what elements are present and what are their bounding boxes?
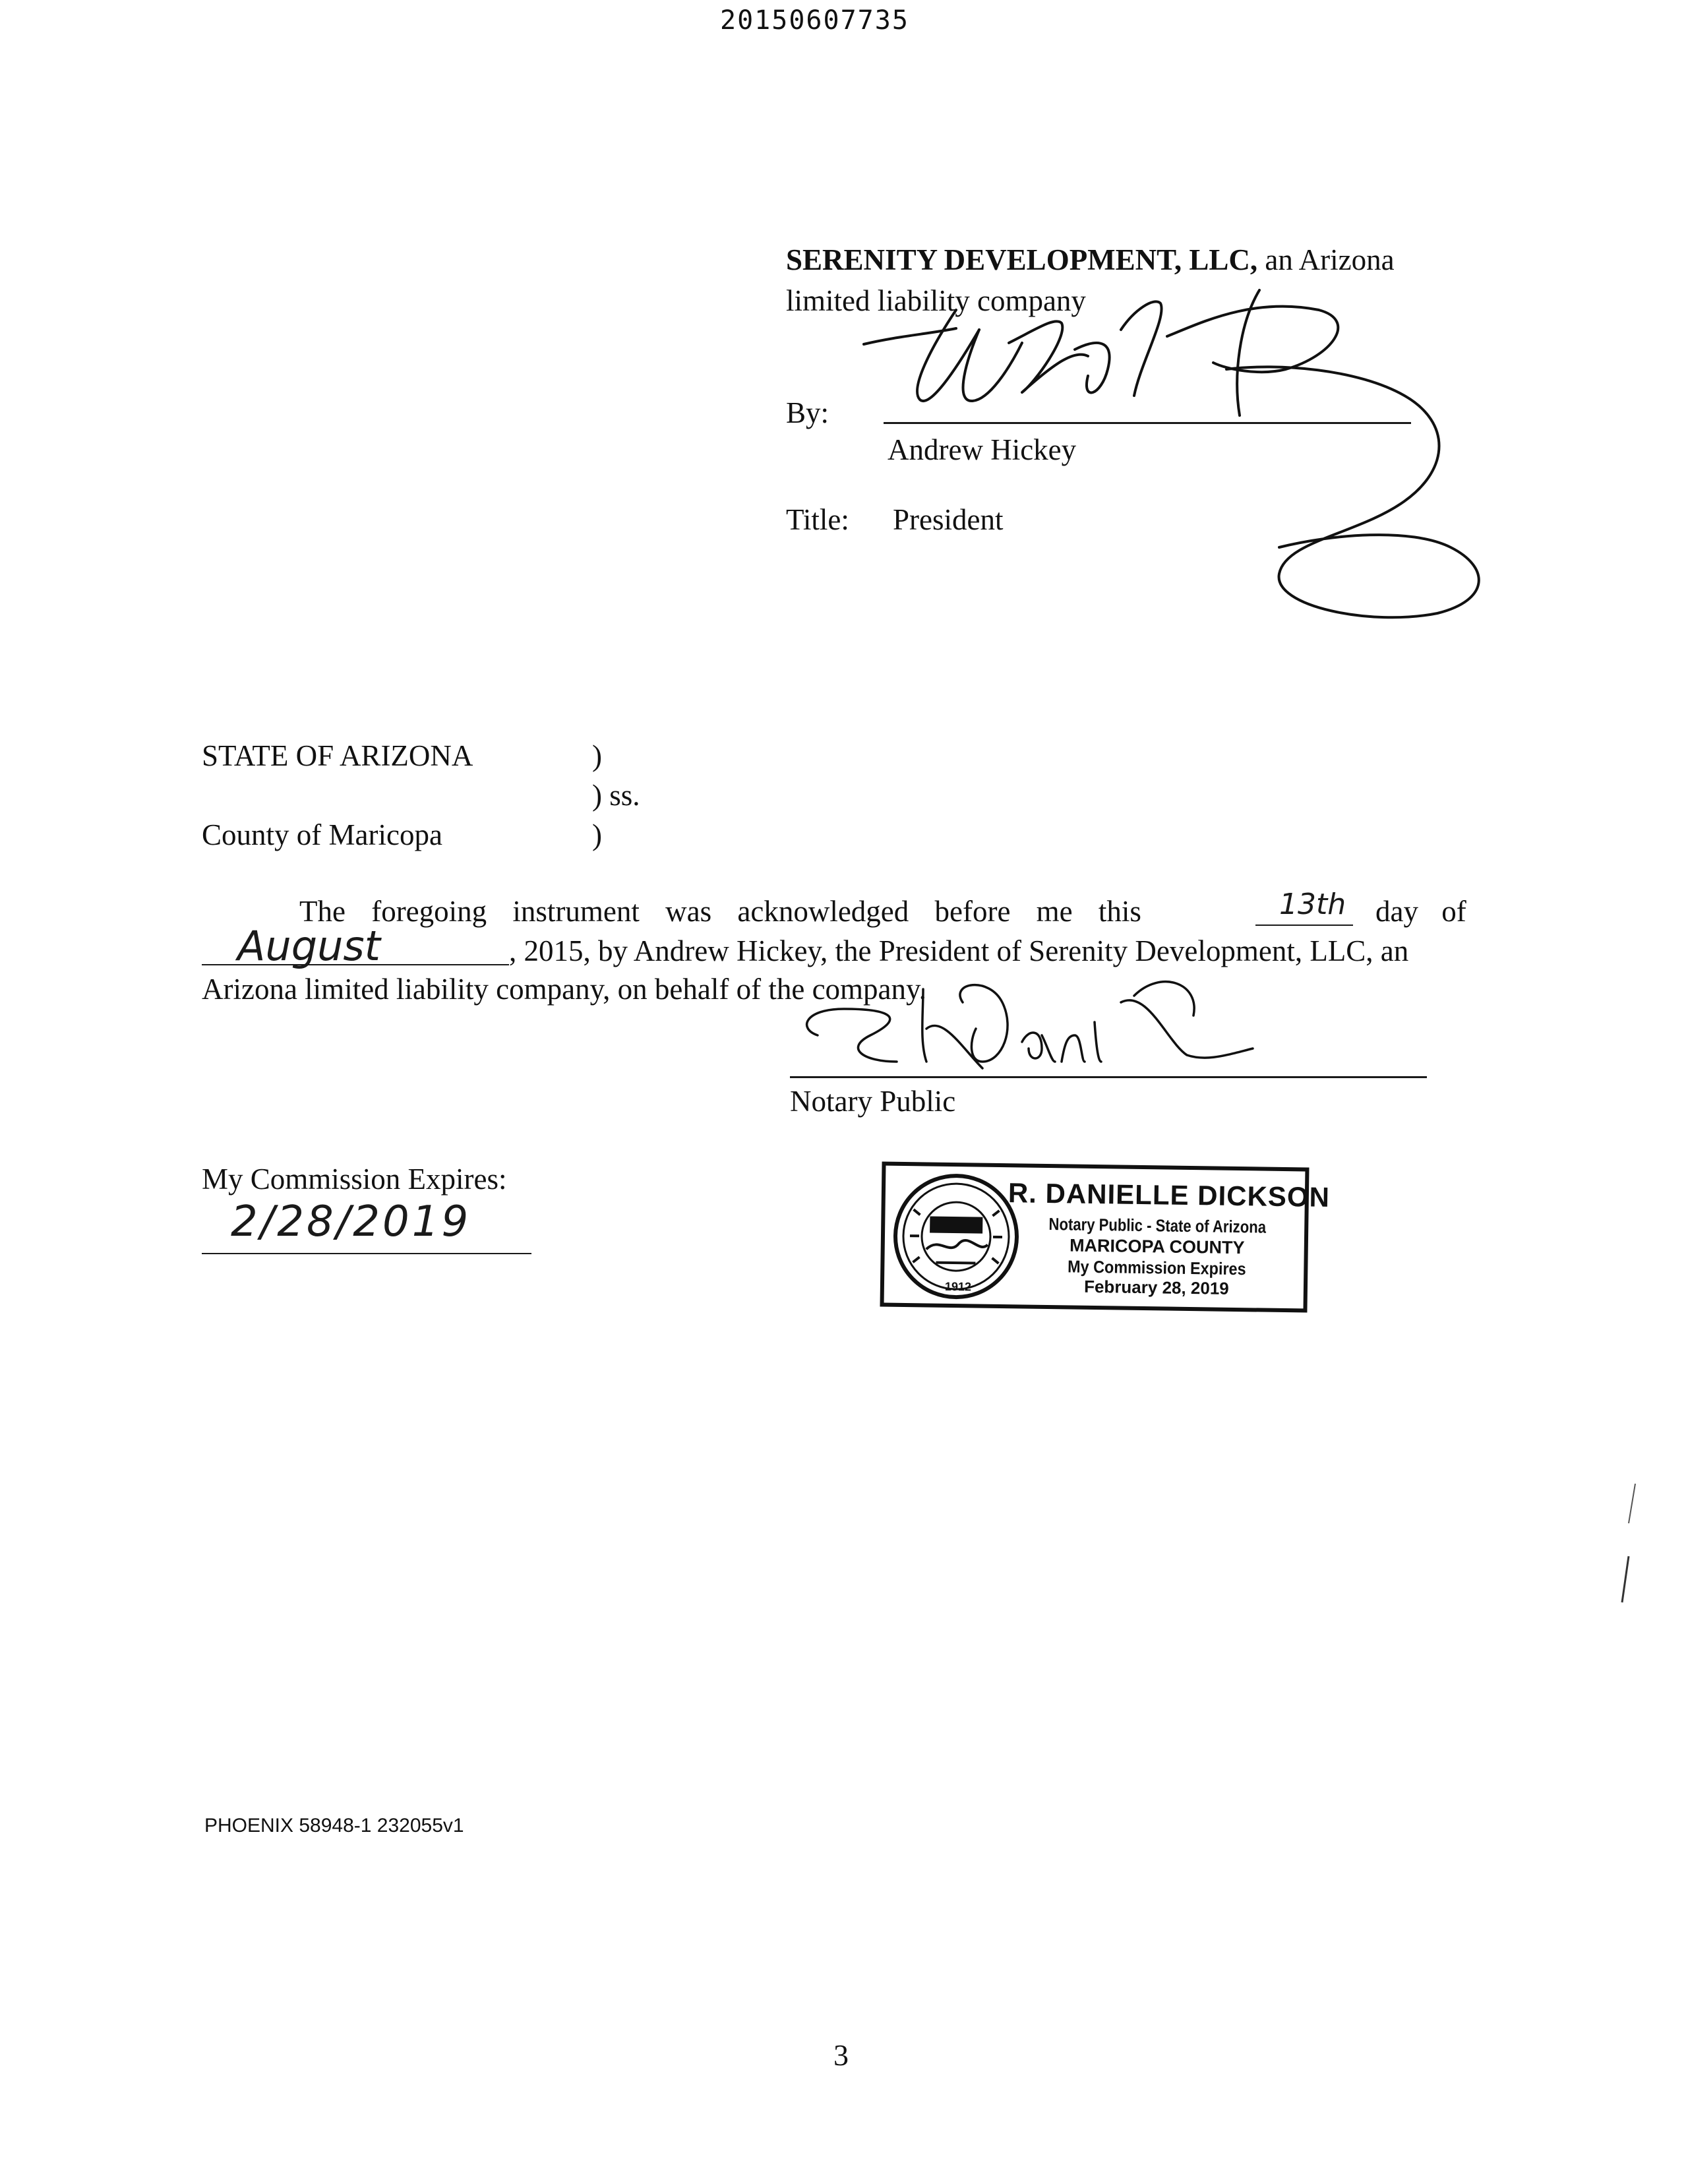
notary-signature-line [790,1076,1427,1078]
county-label: County of Maricopa [202,818,442,851]
stamp-line-4: February 28, 2019 [1083,1276,1229,1298]
commission-date-line [202,1253,531,1254]
acknowledgment-line-3: Arizona limited liability company, on behalf of the company. [202,973,926,1006]
commission-date-handwritten: 2/28/2019 [231,1198,471,1246]
venue-paren-2: ) [592,818,602,851]
title-label: Title: [786,503,849,536]
commission-label: My Commission Expires: [202,1163,507,1196]
venue-ss: ) ss. [592,779,640,812]
page-number: 3 [833,2038,849,2072]
notary-public-label: Notary Public [790,1085,956,1118]
acknowledgment-line-1: The foregoing instrument was acknowledged before me this [299,895,1141,928]
acknowledgment-day-of: day of [1375,895,1466,928]
state-label: STATE OF ARIZONA [202,739,473,772]
scan-marks [1609,1477,1648,1609]
document-reference: PHOENIX 58948-1 232055v1 [204,1815,464,1836]
notary-signature [791,963,1266,1081]
venue-paren-1: ) [592,739,602,772]
stamp-name: R. DANIELLE DICKSON [1008,1177,1331,1213]
day-blank [1255,925,1353,926]
company-description-2: limited liability company [786,284,1086,317]
stamp-line-3: My Commission Expires [1067,1256,1246,1279]
month-handwritten: August [237,922,380,970]
signer-signature [857,270,1503,640]
stamp-line-1: Notary Public - State of Arizona [1048,1214,1267,1237]
stamp-line-2: MARICOPA COUNTY [1069,1235,1245,1258]
company-name: SERENITY DEVELOPMENT, LLC, [786,243,1258,276]
notary-stamp [880,1161,1331,1312]
by-label: By: [786,396,829,429]
company-description: an Arizona [1257,243,1395,276]
document-number: 20150607735 [720,5,909,36]
seal-year: 1912 [944,1279,972,1294]
day-handwritten: 13th [1279,888,1346,921]
acknowledgment-line-2: , 2015, by Andrew Hickey, the President of Serenity Development, LLC, an [509,934,1409,967]
title-value: President [893,503,1004,536]
signer-name: Andrew Hickey [888,433,1077,466]
